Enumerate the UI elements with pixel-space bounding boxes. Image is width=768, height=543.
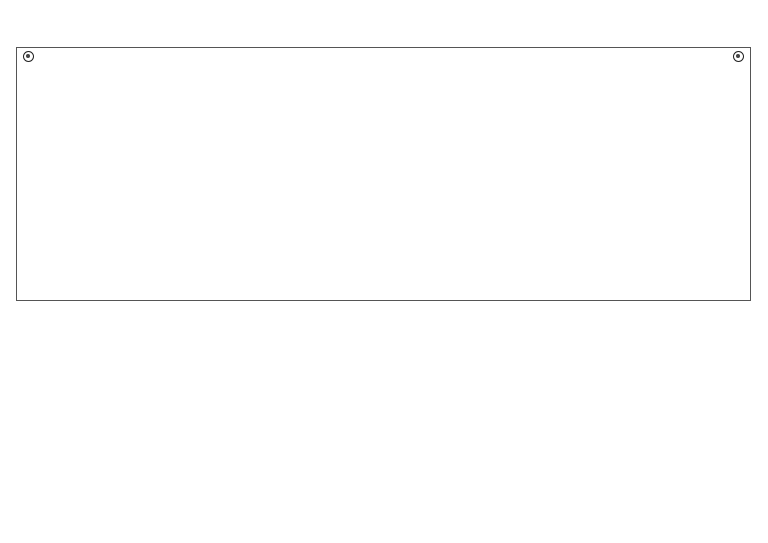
club-logo-icon (733, 51, 744, 62)
schedule-grid (17, 79, 750, 301)
planning-sheet (16, 47, 751, 301)
club-logo-icon (23, 51, 34, 62)
